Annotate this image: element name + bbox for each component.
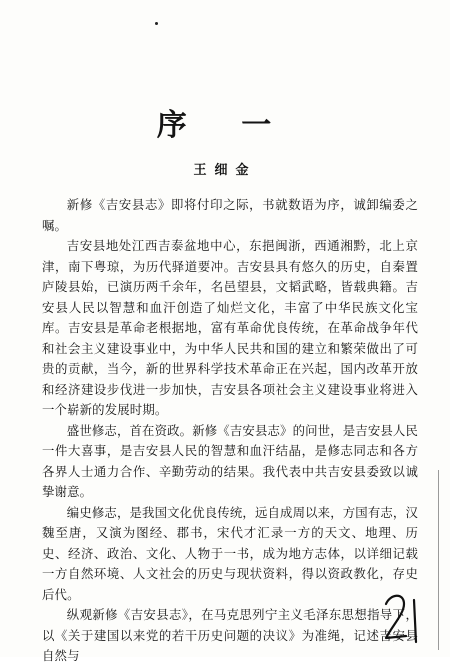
paragraph-4: 编史修志，是我国文化优良传统，远自成周以来，方国有志，汉魏至唐，又演为图经、郡书，宋代才汇录一方的天文、地理、历史、经济、政治、文化、人物于一书，成为地方志体，以详细记载一方自然环境、人文社会的历史与现状资料，得以资政教化，存史后代。 [42, 504, 418, 602]
preface-body [42, 195, 418, 667]
handwritten-page-number [380, 590, 430, 650]
paragraph-2: 吉安县地处江西吉泰盆地中心，东挹闽浙，西通湘黔，北上京津，南下粤琼，为历代驿道要冲。吉安县具有悠久的历史，自秦置庐陵县始，已演历两千余年，名邑望县，文韬武略，皆载典籍。吉安县人民以智慧和血汗创造了灿烂文化，丰富了中华民族文化宝库。吉安县是革命老根据地，富有革命优良传统，在革命战争年代和社会主义建设事业中，为中华人民共和国的建立和繁荣做出了可贵的贡献，当今，新的世界科学技术革命正在兴起，国内改革开放和经济建设步伐进一步加快，吉安县各项社会主义建设事业将进入一个崭新的发展时期。 [42, 238, 418, 417]
page-title: 序 一 [156, 108, 294, 143]
author-name: 王细金 [193, 163, 257, 178]
ink-speck [155, 22, 158, 25]
paragraph-3: 盛世修志，首在资政。新修《吉安县志》的问世，是吉安县人民一件大喜事，是吉安县人民的智慧和血汗结晶，是修志同志和各方各界人士通力合作、辛勤劳动的结果。我代表中共吉安县委致以诚挚谢意。 [42, 422, 418, 499]
page-edge-line [438, 470, 439, 650]
paragraph-5: 纵观新修《吉安县志》，在马克思列宁主义毛泽东思想指导下，以《关于建国以来党的若干历史问题的决议》为准绳，记述吉安县自然与 [42, 607, 418, 663]
paragraph-1: 新修《吉安县志》即将付印之际，书就数语为序，诚卸编委之嘱。 [42, 197, 418, 233]
